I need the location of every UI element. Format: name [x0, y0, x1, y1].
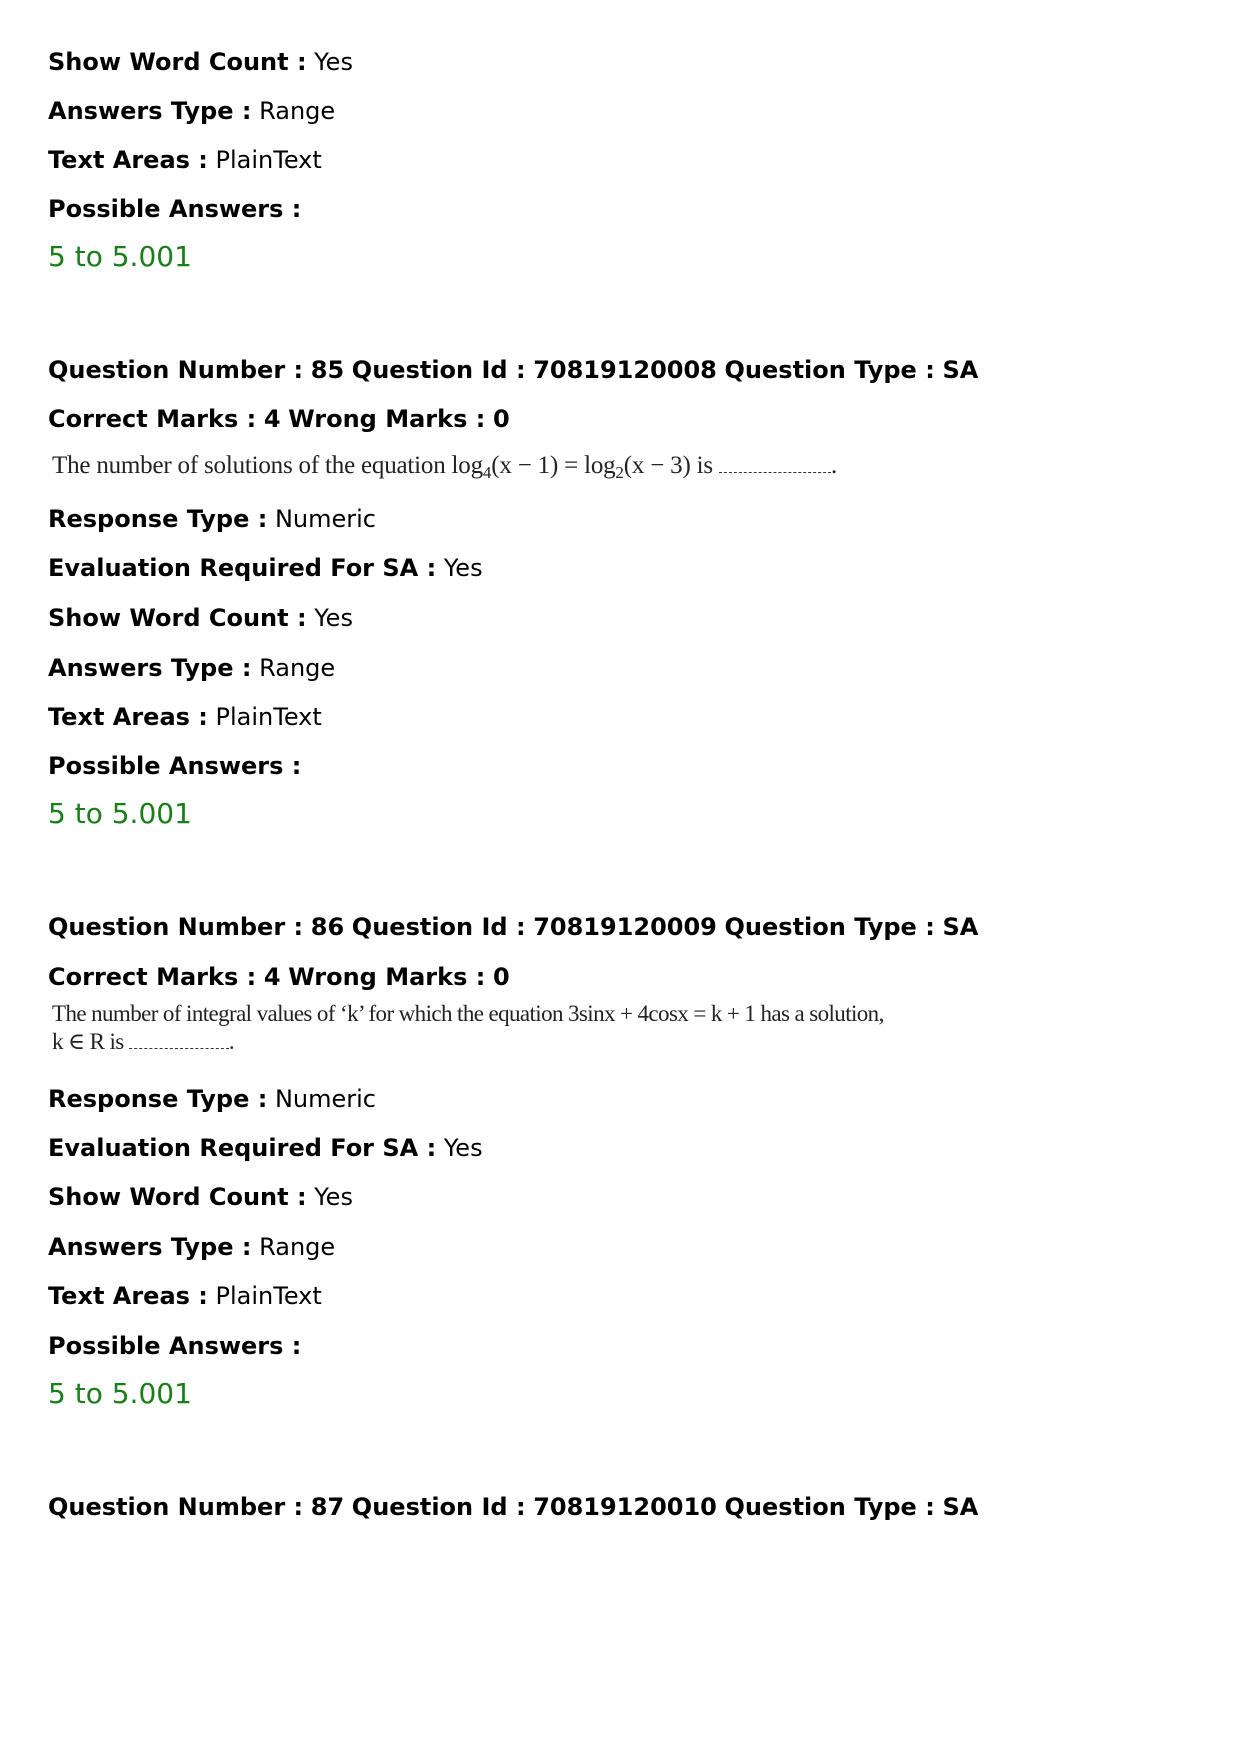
- answers-type-label: Answers Type :: [48, 97, 252, 125]
- question-number-value: 87: [310, 1493, 345, 1521]
- question-header-86: [48, 912, 978, 942]
- answers-type-row: [48, 653, 335, 683]
- text-areas-row: [48, 1281, 322, 1311]
- wrong-marks-label: Wrong Marks :: [288, 405, 486, 433]
- question-type-label: Question Type :: [724, 356, 935, 384]
- evaluation-required-value: Yes: [443, 554, 483, 582]
- question-type-value: SA: [942, 356, 979, 384]
- possible-answers-label: Possible Answers :: [48, 1332, 302, 1360]
- possible-answer-value: 5 to 5.001: [48, 797, 192, 830]
- question-type-value: SA: [942, 1493, 979, 1521]
- evaluation-required-value: Yes: [443, 1134, 483, 1162]
- correct-marks-label: Correct Marks :: [48, 963, 257, 991]
- evaluation-required-row: [48, 553, 483, 583]
- log-base: 2: [615, 463, 624, 482]
- marks-row-86: [48, 962, 510, 992]
- question-text-85: The number of solutions of the equation $\log_4(x - 1) = \log_2(x - 3)$ is .: [52, 452, 838, 482]
- show-word-count-row: [48, 47, 353, 77]
- show-word-count-value: Yes: [314, 48, 353, 76]
- wrong-marks-value: 0: [492, 963, 510, 991]
- possible-answer-value: 5 to 5.001: [48, 1377, 192, 1410]
- show-word-count-value: Yes: [314, 604, 353, 632]
- question-text-part: (x − 3) is: [623, 452, 713, 479]
- show-word-count-row: [48, 603, 353, 633]
- question-number-label: Question Number :: [48, 1493, 304, 1521]
- question-text-part: The number of solutions of the equation log: [52, 452, 483, 479]
- response-type-label: Response Type :: [48, 505, 268, 533]
- show-word-count-row: [48, 1182, 353, 1212]
- possible-answers-label: Possible Answers :: [48, 752, 302, 780]
- correct-marks-label: Correct Marks :: [48, 405, 257, 433]
- correct-marks-value: 4: [263, 405, 281, 433]
- text-areas-label: Text Areas :: [48, 146, 208, 174]
- question-number-value: 86: [310, 913, 345, 941]
- answers-type-row: [48, 1232, 335, 1262]
- log-base: 4: [482, 463, 492, 482]
- answers-type-value: Range: [259, 654, 336, 682]
- question-text-line: The number of integral values of ‘k’ for which the equation 3sinx + 4cosx = k + 1 has a solution,: [52, 1001, 884, 1026]
- question-id-value: 70819120008: [533, 356, 717, 384]
- question-number-label: Question Number :: [48, 913, 304, 941]
- question-number-value: 85: [310, 356, 345, 384]
- question-header-87: [48, 1492, 978, 1522]
- question-type-label: Question Type :: [724, 913, 935, 941]
- wrong-marks-label: Wrong Marks :: [288, 963, 486, 991]
- text-areas-row: [48, 145, 322, 175]
- answers-type-label: Answers Type :: [48, 1233, 252, 1261]
- answers-type-label: Answers Type :: [48, 654, 252, 682]
- question-number-label: Question Number :: [48, 356, 304, 384]
- question-type-label: Question Type :: [724, 1493, 935, 1521]
- answer-blank: [129, 1032, 229, 1049]
- text-areas-value: PlainText: [215, 146, 322, 174]
- question-text-part: (x − 1) = log: [491, 452, 616, 479]
- marks-row-85: [48, 404, 510, 434]
- show-word-count-value: Yes: [314, 1183, 353, 1211]
- response-type-row: [48, 504, 376, 534]
- evaluation-required-row: [48, 1133, 483, 1163]
- text-areas-value: PlainText: [215, 703, 322, 731]
- question-id-label: Question Id :: [351, 356, 526, 384]
- possible-answer-value: 5 to 5.001: [48, 240, 192, 273]
- answers-type-value: Range: [259, 1233, 336, 1261]
- response-type-row: [48, 1084, 376, 1114]
- question-header-85: [48, 355, 978, 385]
- answers-type-row: [48, 96, 335, 126]
- wrong-marks-value: 0: [492, 405, 510, 433]
- question-id-label: Question Id :: [351, 1493, 526, 1521]
- evaluation-required-label: Evaluation Required For SA :: [48, 1134, 437, 1162]
- text-areas-value: PlainText: [215, 1282, 322, 1310]
- correct-marks-value: 4: [263, 963, 281, 991]
- text-areas-label: Text Areas :: [48, 1282, 208, 1310]
- answer-blank: [719, 456, 831, 473]
- possible-answers-row: [48, 1331, 301, 1361]
- show-word-count-label: Show Word Count :: [48, 48, 307, 76]
- show-word-count-label: Show Word Count :: [48, 1183, 307, 1211]
- text-areas-row: [48, 702, 322, 732]
- question-text-part: k ∈ R is: [52, 1029, 124, 1054]
- possible-answers-row: [48, 751, 301, 781]
- response-type-value: Numeric: [274, 1085, 376, 1113]
- text-areas-label: Text Areas :: [48, 703, 208, 731]
- show-word-count-label: Show Word Count :: [48, 604, 307, 632]
- possible-answers-label: Possible Answers :: [48, 195, 302, 223]
- answers-type-value: Range: [259, 97, 336, 125]
- question-type-value: SA: [942, 913, 979, 941]
- question-text-86: [52, 1001, 884, 1055]
- response-type-value: Numeric: [274, 505, 376, 533]
- question-id-value: 70819120010: [533, 1493, 717, 1521]
- evaluation-required-label: Evaluation Required For SA :: [48, 554, 437, 582]
- question-text-line-2: k ∈ R is .: [52, 1029, 234, 1054]
- question-id-label: Question Id :: [351, 913, 526, 941]
- possible-answers-row: [48, 194, 301, 224]
- response-type-label: Response Type :: [48, 1085, 268, 1113]
- question-id-value: 70819120009: [533, 913, 717, 941]
